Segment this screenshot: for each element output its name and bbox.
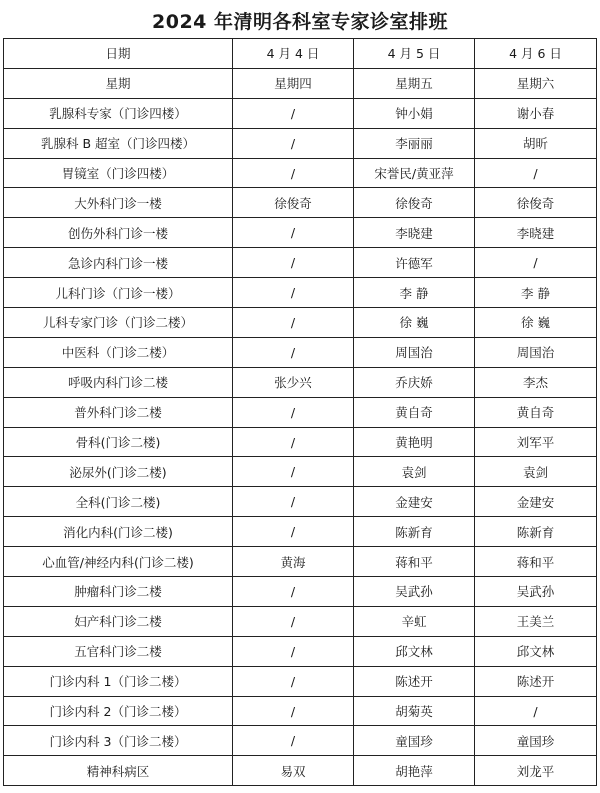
table-row [4, 726, 597, 756]
doctor-cell-day2: 周国治 [354, 337, 475, 367]
department-cell: 门诊内科 1（门诊二楼） [4, 666, 233, 696]
department-cell: 泌尿外(门诊二楼) [4, 457, 233, 487]
department-cell: 呼吸内科门诊二楼 [4, 367, 233, 397]
doctor-cell-day3: 童国珍 [475, 726, 597, 756]
doctor-cell-day3: 徐 巍 [475, 308, 597, 338]
doctor-cell-day2: 钟小娟 [354, 98, 475, 128]
department-cell: 儿科专家门诊（门诊二楼） [4, 308, 233, 338]
doctor-cell-day2: 辛虹 [354, 606, 475, 636]
page-title: 2024 年清明各科室专家诊室排班 [152, 11, 448, 33]
department-cell: 乳腺科专家（门诊四楼） [4, 98, 233, 128]
department-cell: 门诊内科 2（门诊二楼） [4, 696, 233, 726]
table-row [4, 248, 597, 278]
department-cell: 精神科病区 [4, 756, 233, 786]
doctor-cell-day1: / [233, 337, 354, 367]
doctor-cell-day1: 易双 [233, 756, 354, 786]
weekday-label-cell: 星期 [4, 68, 233, 98]
table-row [4, 577, 597, 607]
doctor-cell-day2: 李晓建 [354, 218, 475, 248]
doctor-cell-day2: 陈新育 [354, 517, 475, 547]
department-cell: 心血管/神经内科(门诊二楼) [4, 547, 233, 577]
date-cell-1: 4 月 4 日 [233, 39, 354, 69]
doctor-cell-day1: / [233, 128, 354, 158]
department-cell: 普外科门诊二楼 [4, 397, 233, 427]
doctor-cell-day3: 胡昕 [475, 128, 597, 158]
table-row [4, 308, 597, 338]
doctor-cell-day3: 袁剑 [475, 457, 597, 487]
table-row [4, 427, 597, 457]
department-cell: 全科(门诊二楼) [4, 487, 233, 517]
table-row [4, 606, 597, 636]
doctor-cell-day1: / [233, 427, 354, 457]
department-cell: 急诊内科门诊一楼 [4, 248, 233, 278]
doctor-cell-day3: 徐俊奇 [475, 188, 597, 218]
doctor-cell-day2: 乔庆娇 [354, 367, 475, 397]
department-cell: 门诊内科 3（门诊二楼） [4, 726, 233, 756]
doctor-cell-day2: 袁剑 [354, 457, 475, 487]
doctor-cell-day1: / [233, 517, 354, 547]
table-row [4, 666, 597, 696]
doctor-cell-day1: 徐俊奇 [233, 188, 354, 218]
table-row [4, 636, 597, 666]
department-cell: 乳腺科 B 超室（门诊四楼） [4, 128, 233, 158]
doctor-cell-day3: 李 静 [475, 278, 597, 308]
doctor-cell-day1: / [233, 158, 354, 188]
doctor-cell-day3: / [475, 248, 597, 278]
date-cell-2: 4 月 5 日 [354, 39, 475, 69]
doctor-cell-day1: / [233, 636, 354, 666]
doctor-cell-day3: 陈述开 [475, 666, 597, 696]
weekday-cell-1: 星期四 [233, 68, 354, 98]
doctor-cell-day3: 周国治 [475, 337, 597, 367]
doctor-cell-day1: 张少兴 [233, 367, 354, 397]
table-row [4, 98, 597, 128]
department-cell: 骨科(门诊二楼) [4, 427, 233, 457]
doctor-cell-day1: / [233, 696, 354, 726]
doctor-cell-day1: / [233, 308, 354, 338]
doctor-cell-day3: 蒋和平 [475, 547, 597, 577]
doctor-cell-day1: / [233, 278, 354, 308]
doctor-cell-day2: 陈述开 [354, 666, 475, 696]
doctor-cell-day2: 吴武孙 [354, 577, 475, 607]
table-row [4, 517, 597, 547]
department-cell: 肿瘤科门诊二楼 [4, 577, 233, 607]
doctor-cell-day3: 王美兰 [475, 606, 597, 636]
doctor-cell-day2: 徐 巍 [354, 308, 475, 338]
table-row [4, 457, 597, 487]
doctor-cell-day2: 许德军 [354, 248, 475, 278]
department-cell: 儿科门诊（门诊一楼） [4, 278, 233, 308]
doctor-cell-day1: / [233, 218, 354, 248]
doctor-cell-day1: 黄海 [233, 547, 354, 577]
table-row [4, 337, 597, 367]
doctor-cell-day3: 黄自奇 [475, 397, 597, 427]
doctor-cell-day2: 童国珍 [354, 726, 475, 756]
department-cell: 消化内科(门诊二楼) [4, 517, 233, 547]
table-row [4, 397, 597, 427]
doctor-cell-day2: 李丽丽 [354, 128, 475, 158]
weekday-cell-3: 星期六 [475, 68, 597, 98]
doctor-cell-day2: 胡菊英 [354, 696, 475, 726]
doctor-cell-day2: 宋誉民/黄亚萍 [354, 158, 475, 188]
date-header-row [4, 39, 597, 69]
doctor-cell-day1: / [233, 248, 354, 278]
doctor-cell-day2: 胡艳萍 [354, 756, 475, 786]
doctor-cell-day2: 蒋和平 [354, 547, 475, 577]
doctor-cell-day1: / [233, 726, 354, 756]
doctor-cell-day3: 刘龙平 [475, 756, 597, 786]
schedule-table [3, 38, 597, 786]
doctor-cell-day1: / [233, 577, 354, 607]
department-cell: 妇产科门诊二楼 [4, 606, 233, 636]
doctor-cell-day3: 李晓建 [475, 218, 597, 248]
doctor-cell-day1: / [233, 606, 354, 636]
doctor-cell-day2: 黄自奇 [354, 397, 475, 427]
doctor-cell-day2: 邱文林 [354, 636, 475, 666]
doctor-cell-day2: 黄艳明 [354, 427, 475, 457]
doctor-cell-day3: 陈新育 [475, 517, 597, 547]
doctor-cell-day3: 谢小春 [475, 98, 597, 128]
table-row [4, 367, 597, 397]
weekday-cell-2: 星期五 [354, 68, 475, 98]
department-cell: 五官科门诊二楼 [4, 636, 233, 666]
doctor-cell-day1: / [233, 487, 354, 517]
table-row [4, 158, 597, 188]
date-label-cell: 日期 [4, 39, 233, 69]
date-cell-3: 4 月 6 日 [475, 39, 597, 69]
doctor-cell-day3: 吴武孙 [475, 577, 597, 607]
doctor-cell-day3: 邱文林 [475, 636, 597, 666]
doctor-cell-day1: / [233, 98, 354, 128]
doctor-cell-day3: 刘军平 [475, 427, 597, 457]
doctor-cell-day3: / [475, 696, 597, 726]
table-row [4, 547, 597, 577]
doctor-cell-day1: / [233, 397, 354, 427]
doctor-cell-day1: / [233, 666, 354, 696]
doctor-cell-day2: 金建安 [354, 487, 475, 517]
table-row [4, 487, 597, 517]
doctor-cell-day2: 徐俊奇 [354, 188, 475, 218]
table-row [4, 278, 597, 308]
schedule-body [4, 39, 597, 786]
table-row [4, 188, 597, 218]
department-cell: 创伤外科门诊一楼 [4, 218, 233, 248]
table-row [4, 756, 597, 786]
table-row [4, 218, 597, 248]
doctor-cell-day1: / [233, 457, 354, 487]
department-cell: 中医科（门诊二楼） [4, 337, 233, 367]
table-row [4, 696, 597, 726]
department-cell: 胃镜室（门诊四楼） [4, 158, 233, 188]
doctor-cell-day3: 金建安 [475, 487, 597, 517]
table-row [4, 128, 597, 158]
weekday-header-row [4, 68, 597, 98]
doctor-cell-day3: 李杰 [475, 367, 597, 397]
department-cell: 大外科门诊一楼 [4, 188, 233, 218]
doctor-cell-day3: / [475, 158, 597, 188]
doctor-cell-day2: 李 静 [354, 278, 475, 308]
